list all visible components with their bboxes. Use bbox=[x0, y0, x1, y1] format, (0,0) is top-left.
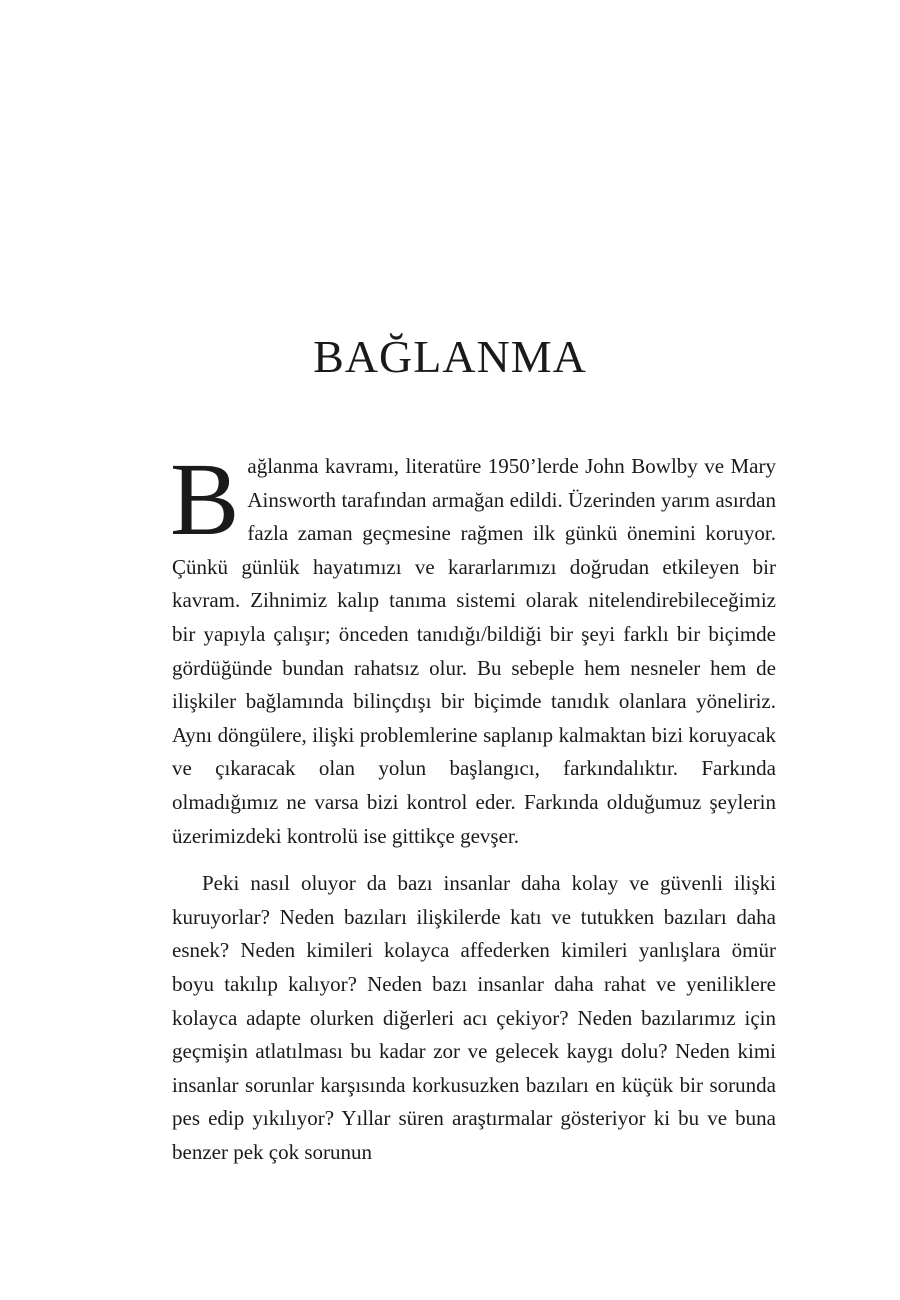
paragraph-2-text: Peki nasıl oluyor da bazı insanlar daha kolay ve güvenli ilişki kuruyorlar? Neden bazıları ilişkilerde katı ve tutukken bazıları daha esnek? Neden kimileri kolayca affederken kimileri yanlışlara ömür boyu takılıp kalıyor? Neden bazı insanlar daha rahat ve yeniliklere kolayca adapte olurken diğerleri acı çekiyor? Neden bazılarımız için geçmişin atlatılması bu kadar zor ve gelecek kaygı dolu? Neden kimi insanlar sorunlar karşısında korkusuzken bazıları en küçük bir sorunda pes edip yıkılıyor? Yıllar süren araştırmalar gösteriyor ki bu ve buna benzer pek çok sorunun bbox=[172, 871, 776, 1164]
chapter-title: BAĞLANMA bbox=[313, 331, 587, 382]
paragraph-1-text: ağlanma kavramı, literatüre 1950’lerde John Bowlby ve Mary Ainsworth tarafından armağan edildi. Üzerinden yarım asırdan fazla zaman geçmesine rağmen ilk günkü önemini koruyor. Çünkü günlük hayatımızı ve kararlarımızı doğrudan etkileyen bir kavram. Zihnimiz kalıp tanıma sistemi olarak nitelendirebileceğimiz bir yapıyla çalışır; önceden tanıdığı/bildiği bir şeyi farklı bir biçimde gördüğünde bundan rahatsız olur. Bu sebeple hem nesneler hem de ilişkiler bağlamında bilinçdışı bir biçimde tanıdık olanlara yöneliriz. Aynı döngülere, ilişki problemlerine saplanıp kalmaktan bizi koruyacak ve çıkaracak olan yolun başlangıcı, farkındalıktır. Farkında olmadığımız ne varsa bizi kontrol eder. Farkında olduğumuz şeylerin üzerimizdeki kontrolü ise gittikçe gevşer. bbox=[172, 454, 776, 848]
chapter-body bbox=[170, 442, 776, 1169]
drop-cap-letter: B bbox=[170, 442, 240, 557]
paragraph-2 bbox=[172, 867, 776, 1169]
paragraph-1 bbox=[170, 442, 776, 853]
